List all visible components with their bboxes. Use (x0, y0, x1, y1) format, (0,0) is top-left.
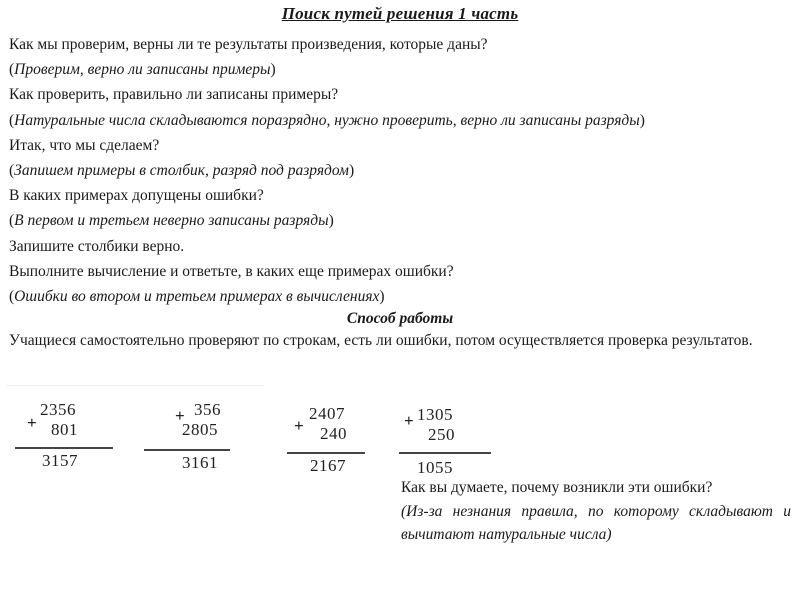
plus-sign: + (27, 413, 37, 432)
addend-bottom: 2805 (182, 420, 218, 439)
addend-top: 356 (194, 400, 221, 419)
dialogue-answer: (Проверим, верно ли записаны примеры) (9, 61, 276, 79)
column-addition-example (280, 402, 390, 482)
addend-top: 2356 (40, 400, 76, 419)
plus-sign: + (404, 411, 414, 430)
sum-result: 2167 (310, 456, 346, 475)
addend-top: 1305 (417, 405, 453, 424)
column-addition-example (140, 400, 260, 480)
dialogue-question: В каких примерах допущены ошибки? (9, 187, 264, 205)
addend-top: 2407 (309, 404, 345, 423)
dialogue-answer: (Запишем примеры в столбик, разряд под разрядом) (9, 161, 355, 179)
dialogue-answer: (Ошибки во втором и третьем примерах в вычислениях) (9, 287, 385, 305)
sum-line (144, 449, 230, 451)
page-title: Поиск путей решения 1 часть (281, 4, 519, 23)
plus-sign: + (175, 406, 185, 425)
divider (6, 385, 264, 386)
addend-bottom: 240 (320, 424, 347, 443)
reflection-block (401, 476, 791, 547)
dialogue-answer: (В первом и третьем неверно записаны разряды) (9, 212, 334, 230)
sum-result: 1055 (417, 458, 453, 477)
sum-result: 3157 (42, 451, 78, 470)
dialogue-question: Как проверить, правильно ли записаны примеры? (9, 86, 339, 104)
column-addition-example (395, 405, 505, 485)
dialogue-answer: (Натуральные числа складываются поразрядно, нужно проверить, верно ли записаны разряды) (9, 111, 645, 129)
dialogue-question: Итак, что мы сделаем? (9, 136, 160, 154)
addend-bottom: 801 (51, 420, 78, 439)
dialogue-question: Как мы проверим, верны ли те результаты произведения, которые даны? (9, 36, 488, 53)
plus-sign: + (294, 416, 304, 435)
dialogue-question: Выполните вычисление и ответьте, в каких еще примерах ошибки? (9, 262, 454, 280)
sum-result: 3161 (182, 453, 218, 472)
reflection-question: Как вы думаете, почему возникли эти ошибки? (401, 479, 713, 496)
method-heading: Способ работы (346, 310, 454, 327)
column-addition-example (0, 400, 120, 480)
sum-line (287, 452, 365, 454)
addend-bottom: 250 (428, 425, 455, 444)
reflection-answer: (Из-за незнания правила, по которому складывают и вычитают натуральные числа) (401, 502, 791, 543)
dialogue-instruction: Запишите столбики верно. (9, 237, 185, 255)
method-text: Учащиеся самостоятельно проверяют по строкам, есть ли ошибки, потом осуществляется проверка результатов. (9, 332, 753, 349)
dialogue (9, 34, 794, 311)
sum-line (399, 452, 491, 454)
sum-line (15, 447, 113, 449)
